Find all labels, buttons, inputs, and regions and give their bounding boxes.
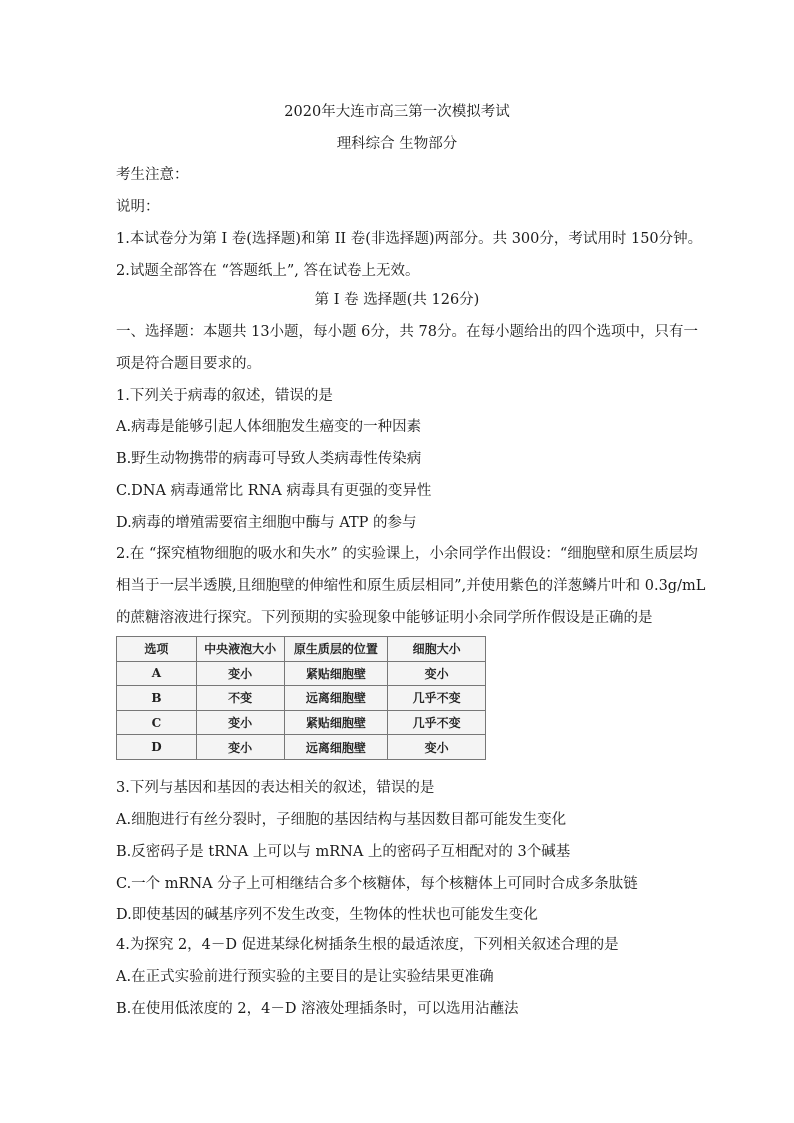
question-3-option-a: A.细胞进行有丝分裂时，子细胞的基因结构与基因数目都可能发生变化 (116, 812, 567, 828)
table-cell: 远离细胞壁 (284, 686, 388, 711)
table-header-cell: 中央液泡大小 (196, 637, 284, 662)
notice-item-1: 1.本试卷分为第 I 卷(选择题)和第 II 卷(非选择题)两部分。共 300分，考试用时 150分钟。 (116, 231, 703, 247)
table-cell: 变小 (196, 735, 284, 760)
question-4-stem: 4.为探究 2，4－D 促进某绿化树插条生根的最适浓度，下列相关叙述合理的是 (116, 937, 619, 953)
table-cell: 远离细胞壁 (284, 735, 388, 760)
table-cell: 变小 (196, 661, 284, 686)
table-cell: 紧贴细胞壁 (284, 710, 388, 735)
table-header-cell: 原生质层的位置 (284, 637, 388, 662)
table-row (117, 735, 486, 760)
exam-title: 2020年大连市高三第一次模拟考试 (284, 104, 510, 120)
question-2-stem-line-1: 2.在 “探究植物细胞的吸水和失水” 的实验课上，小余同学作出假设：“细胞壁和原生质层均 (116, 546, 698, 562)
question-2-stem-line-2: 相当于一层半透膜,且细胞壁的伸缩性和原生质层相同”,并使用紫色的洋葱鳞片叶和 0.3g/mL (116, 578, 706, 594)
table-cell: D (117, 735, 197, 760)
table-cell: 不变 (196, 686, 284, 711)
table-cell: 变小 (388, 735, 486, 760)
question-4-option-b: B.在使用低浓度的 2，4－D 溶液处理插条时，可以选用沾蘸法 (116, 1001, 519, 1017)
question-1-stem: 1.下列关于病毒的叙述，错误的是 (116, 388, 333, 404)
table-header-cell: 选项 (117, 637, 197, 662)
table-cell: C (117, 710, 197, 735)
section-instruction-line-2: 项是符合题目要求的。 (116, 356, 261, 372)
question-3-option-d: D.即使基因的碱基序列不发生改变，生物体的性状也可能发生变化 (116, 907, 538, 923)
question-1-option-d: D.病毒的增殖需要宿主细胞中酶与 ATP 的参与 (116, 515, 417, 531)
table-cell: 变小 (196, 710, 284, 735)
notice-label: 说明： (116, 199, 160, 215)
section-instruction-line-1: 一、选择题：本题共 13小题，每小题 6分，共 78分。在每小题给出的四个选项中，只有一 (116, 324, 698, 340)
table-row (117, 661, 486, 686)
question-2-options-table (116, 636, 486, 760)
question-1-option-b: B.野生动物携带的病毒可导致人类病毒性传染病 (116, 451, 422, 467)
question-3-option-c: C.一个 mRNA 分子上可相继结合多个核糖体，每个核糖体上可同时合成多条肽链 (116, 876, 638, 892)
notice-heading: 考生注意： (116, 167, 189, 183)
table-row (117, 710, 486, 735)
question-3-option-b: B.反密码子是 tRNA 上可以与 mRNA 上的密码子互相配对的 3个碱基 (116, 844, 571, 860)
table-header-cell: 细胞大小 (388, 637, 486, 662)
question-2-stem-line-3: 的蔗糖溶液进行探究。下列预期的实验现象中能够证明小余同学所作假设是正确的是 (116, 610, 653, 626)
exam-subtitle: 理科综合 生物部分 (336, 136, 458, 152)
section-title: 第 I 卷 选择题(共 126分) (314, 292, 480, 308)
table-header-row (117, 637, 486, 662)
question-1-option-c: C.DNA 病毒通常比 RNA 病毒具有更强的变异性 (116, 483, 432, 499)
table-cell: 变小 (388, 661, 486, 686)
question-1-option-a: A.病毒是能够引起人体细胞发生癌变的一种因素 (116, 419, 422, 435)
table-cell: 紧贴细胞壁 (284, 661, 388, 686)
table-cell: 几乎不变 (388, 686, 486, 711)
question-4-option-a: A.在正式实验前进行预实验的主要目的是让实验结果更准确 (116, 969, 494, 985)
table-cell: 几乎不变 (388, 710, 486, 735)
notice-item-2: 2.试题全部答在 “答题纸上”, 答在试卷上无效。 (116, 263, 420, 279)
table-row (117, 686, 486, 711)
table-cell: B (117, 686, 197, 711)
question-3-stem: 3.下列与基因和基因的表达相关的叙述，错误的是 (116, 780, 435, 796)
table-cell: A (117, 661, 197, 686)
